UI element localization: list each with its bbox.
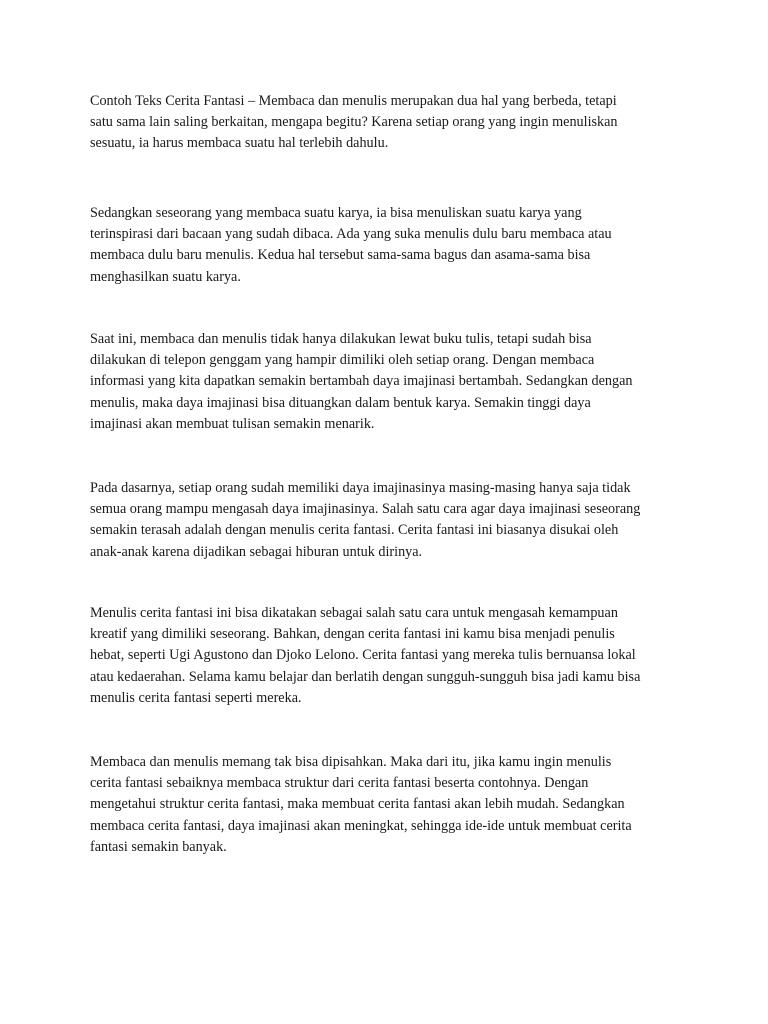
paragraph-2 xyxy=(90,203,612,288)
paragraph-line: sesuatu, ia harus membaca suatu hal terlebih dahulu. xyxy=(90,135,389,152)
paragraph-line: satu sama lain saling berkaitan, mengapa begitu? Karena setiap orang yang ingin menuliskan xyxy=(90,114,618,131)
paragraph-line: atau kedaerahan. Selama kamu belajar dan berlatih dengan sungguh-sungguh bisa jadi kamu bisa xyxy=(90,668,641,685)
paragraph-line: Menulis cerita fantasi ini bisa dikatakan sebagai salah satu cara untuk mengasah kemampuan xyxy=(90,605,618,621)
paragraph-line: informasi yang kita dapatkan semakin bertambah daya imajinasi bertambah. Sedangkan dengan xyxy=(90,373,633,390)
paragraph-line: membaca cerita fantasi, daya imajinasi akan meningkat, sehingga ide-ide untuk membuat cerita xyxy=(90,817,632,834)
paragraph-line: menulis cerita fantasi seperti mereka. xyxy=(90,689,302,706)
paragraph-line: Contoh Teks Cerita Fantasi – Membaca dan menulis merupakan dua hal yang berbeda, tetapi xyxy=(90,93,617,109)
paragraph-4 xyxy=(90,478,640,563)
paragraph-line: mengetahui struktur cerita fantasi, maka membuat cerita fantasi akan lebih mudah. Sedangkan xyxy=(90,796,625,813)
paragraph-line: Sedangkan seseorang yang membaca suatu karya, ia bisa menuliskan suatu karya yang xyxy=(90,205,582,221)
paragraph-3 xyxy=(90,329,633,435)
paragraph-line: kreatif yang dimiliki seseorang. Bahkan, dengan cerita fantasi ini kamu bisa menjadi penulis xyxy=(90,626,615,643)
paragraph-line: fantasi semakin banyak. xyxy=(90,838,227,855)
paragraph-line: terinspirasi dari bacaan yang sudah dibaca. Ada yang suka menulis dulu baru membaca atau xyxy=(90,226,612,243)
paragraph-line: semakin terasah adalah dengan menulis cerita fantasi. Cerita fantasi ini biasanya disukai oleh xyxy=(90,522,619,539)
paragraph-line: Pada dasarnya, setiap orang sudah memiliki daya imajinasinya masing-masing hanya saja tidak xyxy=(90,480,631,496)
paragraph-1 xyxy=(90,91,618,155)
paragraph-line: menulis, maka daya imajinasi bisa dituangkan dalam bentuk karya. Semakin tinggi daya xyxy=(90,394,591,411)
paragraph-line: cerita fantasi sebaiknya membaca struktur dari cerita fantasi beserta contohnya. Dengan xyxy=(90,775,589,792)
paragraph-line: Saat ini, membaca dan menulis tidak hanya dilakukan lewat buku tulis, tetapi sudah bisa xyxy=(90,331,592,347)
paragraph-line: menghasilkan suatu karya. xyxy=(90,268,241,285)
paragraph-line: membaca dulu baru menulis. Kedua hal tersebut sama-sama bagus dan asama-sama bisa xyxy=(90,247,591,264)
paragraph-line: semua orang mampu mengasah daya imajinasinya. Salah satu cara agar daya imajinasi seseorang xyxy=(90,501,641,518)
paragraph-6 xyxy=(90,752,632,858)
paragraph-line: anak-anak karena dijadikan sebagai hiburan untuk dirinya. xyxy=(90,543,423,560)
paragraph-line: imajinasi akan membuat tulisan semakin menarik. xyxy=(90,415,375,432)
paragraph-line: dilakukan di telepon genggam yang hampir dimiliki oleh setiap orang. Dengan membaca xyxy=(90,352,595,369)
paragraph-5 xyxy=(90,603,640,709)
paragraph-line: hebat, seperti Ugi Agustono dan Djoko Lelono. Cerita fantasi yang mereka tulis bernuansa lokal xyxy=(90,647,636,664)
paragraph-line: Membaca dan menulis memang tak bisa dipisahkan. Maka dari itu, jika kamu ingin menulis xyxy=(90,754,612,770)
